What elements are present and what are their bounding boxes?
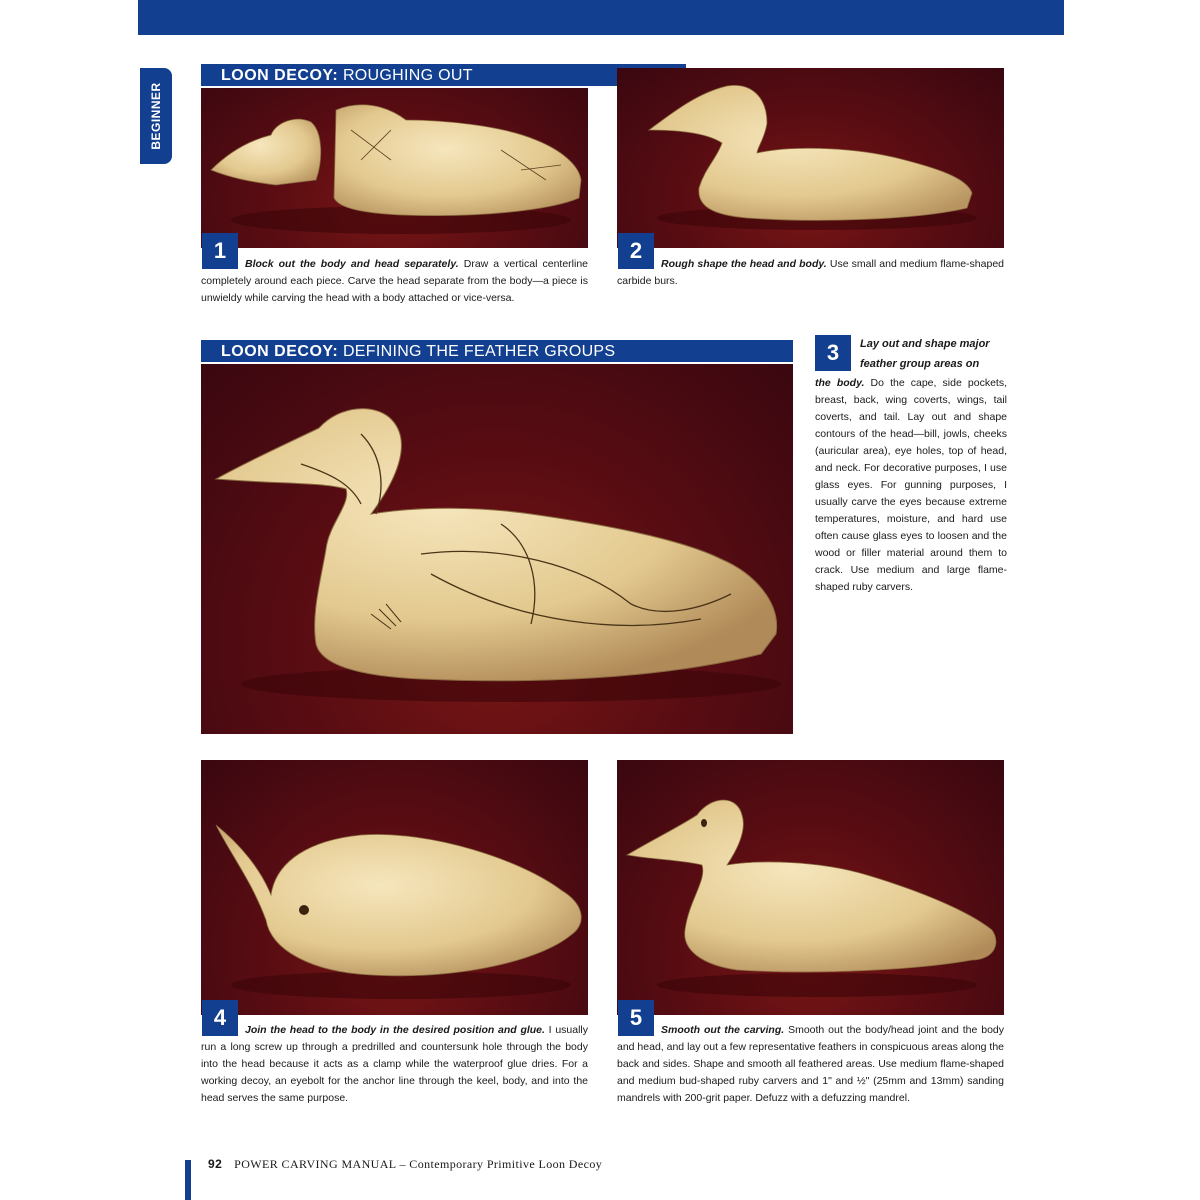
step-4-lead: Join the head to the body in the desired position and glue.	[245, 1024, 545, 1036]
section-1-title-rest: ROUGHING OUT	[338, 67, 473, 84]
step-4-number: 4	[202, 1000, 238, 1036]
photo-step-2	[617, 68, 1004, 248]
step-3-number: 3	[815, 335, 851, 371]
step-3-text: Do the cape, side pockets, breast, back, wing coverts, wings, tail coverts, and tail. Lay out and shape contours of the head—bill, jowls, cheeks (auricular area), eye holes, top of head, and neck. For decorative purposes, I use glass eyes. For gunning purposes, I usually carve the eyes because extreme temperatures, moisture, and hard use often cause glass eyes to loosen and the wood or filler material around them to crack. Use medium and large flame-shaped ruby carvers.	[815, 377, 1007, 593]
step-2-lead: Rough shape the head and body.	[661, 258, 827, 270]
step-1-caption	[201, 256, 588, 307]
section-1-banner	[201, 64, 686, 88]
photo-step-4	[201, 760, 588, 1015]
step-1-text: Draw a vertical centerline completely around each piece. Carve the head separate from the body—a piece is unwieldy while carving the head with a body attached or vice-versa.	[201, 258, 589, 304]
photo-step-5	[617, 760, 1004, 1015]
footer-bar	[185, 1160, 191, 1200]
step-2-number: 2	[618, 233, 654, 269]
step-1-lead: Block out the body and head separately.	[245, 258, 459, 270]
step-5-caption	[617, 1022, 1004, 1107]
photo-step-3	[201, 364, 793, 734]
step-2-text: Use small and medium flame-shaped carbide burs.	[617, 258, 1004, 287]
step-5-lead: Smooth out the carving.	[661, 1024, 785, 1036]
step-4-caption	[201, 1022, 588, 1107]
step-3-caption	[815, 375, 1007, 596]
photo-step-1	[201, 70, 588, 248]
chapter-title: Contemporary Primitive Loon Decoy	[409, 1157, 603, 1171]
step-1-number: 1	[202, 233, 238, 269]
section-2-title-rest: DEFINING THE FEATHER GROUPS	[338, 343, 616, 360]
section-2-banner	[201, 340, 793, 364]
book-title: POWER CARVING MANUAL	[234, 1157, 397, 1171]
step-2-caption	[617, 256, 1004, 290]
step-3-lead-bottom: the body.	[815, 377, 865, 389]
level-tab-label: BEGINNER	[149, 82, 163, 150]
top-color-bar	[138, 0, 1064, 35]
footer-separator: –	[396, 1157, 410, 1171]
page-footer	[208, 1157, 602, 1172]
step-3-lead-top: Lay out and shape major feather group areas on	[860, 338, 990, 370]
step-5-text: Smooth out the body/head joint and the body and head, and lay out a few representative feathers in conspicuous areas along the back and sides. Shape and smooth all feathered areas. Use medium flame-shaped and medium bud-shaped ruby carvers and 1" and ½" (25mm and 13mm) sanding mandrels with 200-grit paper. Defuzz with a defuzzing mandrel.	[617, 1024, 1005, 1104]
step-5-number: 5	[618, 1000, 654, 1036]
step-4-text: I usually run a long screw up through a predrilled and countersunk hole through the body into the head because it acts as a clamp while the waterproof glue dries. For a working decoy, an eyebolt for the anchor line through the keel, body, and into the head serves the same purpose.	[201, 1024, 588, 1104]
page-number: 92	[208, 1157, 223, 1171]
level-tab	[140, 68, 172, 164]
section-2-title-bold: LOON DECOY:	[221, 343, 339, 360]
section-1-title-bold: LOON DECOY:	[221, 67, 339, 84]
